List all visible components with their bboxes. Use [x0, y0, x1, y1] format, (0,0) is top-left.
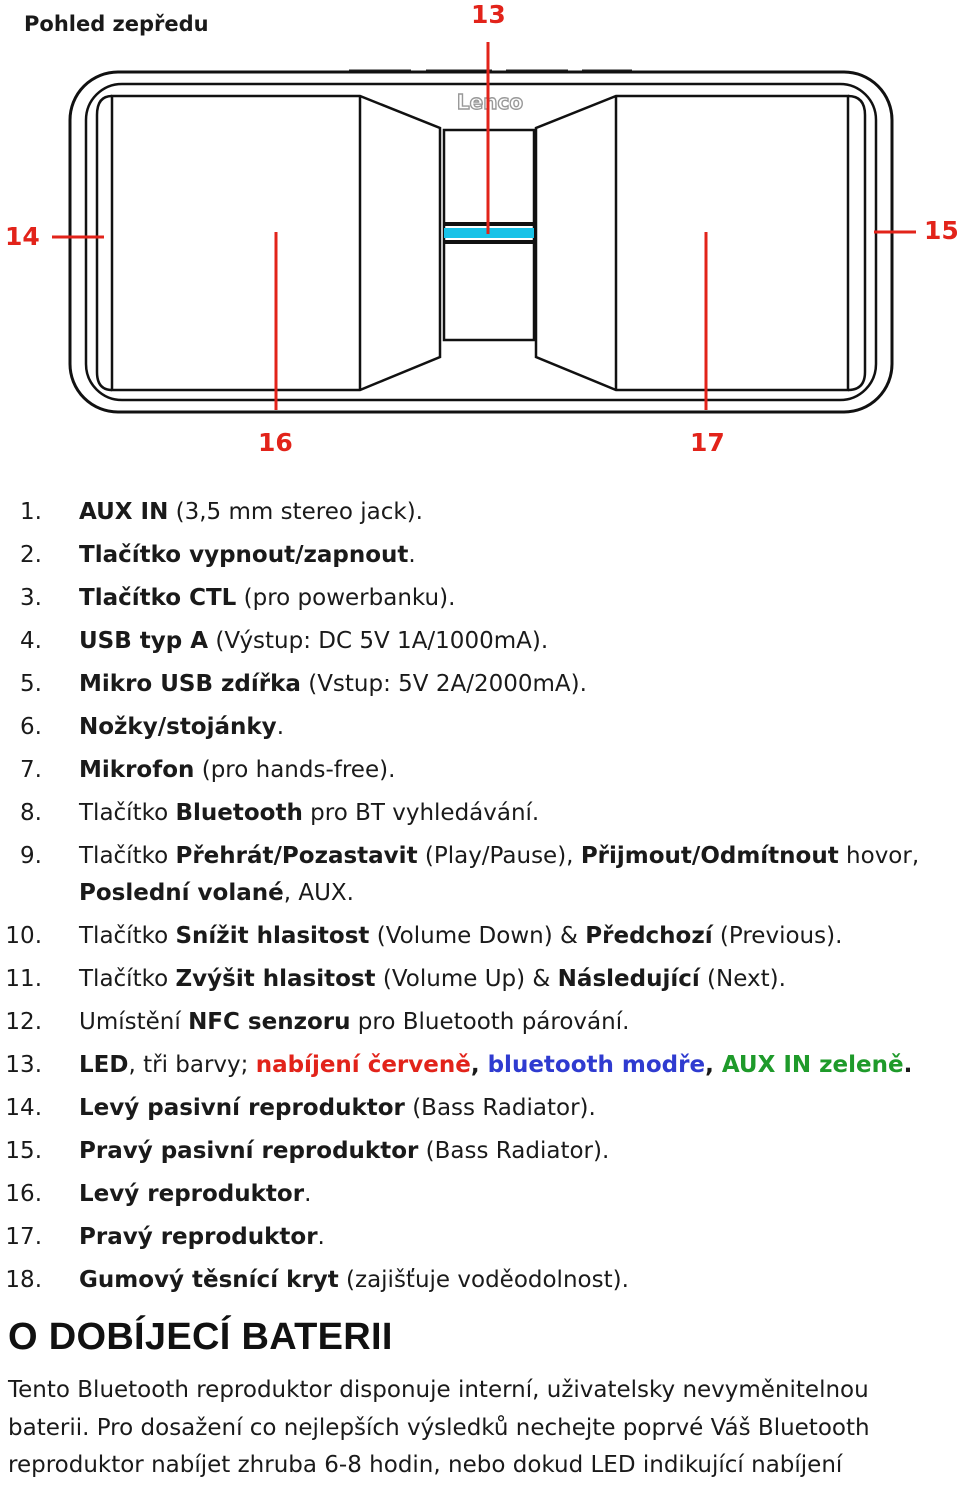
list-item-text: . — [408, 542, 416, 568]
list-item-text: pro BT vyhledávání. — [302, 800, 540, 826]
callout-15: 15 — [924, 216, 959, 245]
list-item-text: (Bass Radiator). — [404, 1095, 596, 1121]
list-item-number: 15. — [5, 1138, 42, 1164]
list-item-number: 3. — [20, 585, 42, 611]
list-item-text: LED — [79, 1052, 129, 1078]
list-item-number: 10. — [5, 923, 42, 949]
list-item — [0, 494, 960, 531]
list-item-text: USB typ A — [79, 628, 209, 654]
list-item-text: nabíjení červeně — [255, 1052, 471, 1078]
list-item-number: 2. — [20, 542, 42, 568]
list-item — [0, 623, 960, 660]
list-item-text: (Volume Down) & — [369, 923, 586, 949]
list-item-number: 9. — [20, 843, 42, 869]
list-item — [0, 795, 960, 832]
list-item — [0, 1090, 960, 1127]
list-item-text: Zvýšit hlasitost — [175, 966, 376, 992]
list-item-number: 14. — [5, 1095, 42, 1121]
list-item-text: Levý reproduktor — [79, 1181, 305, 1207]
list-item-number: 6. — [20, 714, 42, 740]
list-item-text: Tlačítko CTL — [79, 585, 237, 611]
list-item-text: . — [304, 1181, 312, 1207]
list-item — [0, 1219, 960, 1256]
list-item — [0, 666, 960, 703]
list-item-text: Nožky/stojánky — [79, 714, 277, 740]
battery-paragraph: Tento Bluetooth reproduktor disponuje interní, uživatelsky nevyměnitelnou baterii. Pro dosažení co nejlepších výsledků nechejte poprvé Váš Bluetooth reproduktor nabíjet zhruba 6-8 hodin, nebo dokud LED indikující nabíjení — [8, 1377, 870, 1478]
list-item-text: (zajišťuje voděodolnost). — [338, 1267, 629, 1293]
list-item-text: NFC senzoru — [188, 1009, 351, 1035]
brand-logo: Lenco — [456, 90, 524, 114]
list-item-text: . — [317, 1224, 325, 1250]
list-item-text: . — [903, 1052, 913, 1078]
list-item — [0, 1047, 960, 1084]
list-item-text: Snížit hlasitost — [175, 923, 370, 949]
list-item-text: AUX IN — [79, 499, 169, 525]
list-item-text: pro Bluetooth párování. — [350, 1009, 630, 1035]
list-item — [0, 580, 960, 617]
list-item-text: Tlačítko vypnout/zapnout — [79, 542, 409, 568]
list-item-number: 8. — [20, 800, 42, 826]
callout-13: 13 — [471, 0, 506, 29]
list-item-text: (Vstup: 5V 2A/2000mA). — [300, 671, 587, 697]
callout-16: 16 — [258, 428, 293, 457]
list-item — [0, 752, 960, 789]
list-item-text: Umístění — [79, 1009, 189, 1035]
list-item-text: bluetooth modře — [487, 1052, 706, 1078]
list-item-text: Mikro USB zdířka — [79, 671, 301, 697]
list-item-text: Tlačítko — [79, 800, 176, 826]
list-item — [0, 537, 960, 574]
list-item-number: 13. — [5, 1052, 42, 1078]
list-item-text: (pro powerbanku). — [236, 585, 456, 611]
list-item-text: . — [276, 714, 284, 740]
list-item-text: Přehrát/Pozastavit — [175, 843, 418, 869]
list-item-text: Pravý pasivní reproduktor — [79, 1138, 419, 1164]
section-heading: O DOBÍJECÍ BATERII — [8, 1316, 393, 1358]
list-item — [0, 1133, 960, 1170]
list-item-number: 5. — [20, 671, 42, 697]
figure-title: Pohled zepředu — [24, 12, 209, 36]
callout-14: 14 — [5, 222, 40, 251]
list-item-number: 17. — [5, 1224, 42, 1250]
front-view-figure — [0, 0, 960, 470]
list-item — [0, 918, 960, 955]
list-item-text: (3,5 mm stereo jack). — [168, 499, 423, 525]
list-item — [0, 709, 960, 746]
list-item-text: , — [470, 1052, 488, 1078]
list-item-text: AUX IN zeleně — [721, 1052, 904, 1078]
list-item-text: (Previous). — [712, 923, 843, 949]
list-item-text: Bluetooth — [175, 800, 303, 826]
list-item-text: Následující — [557, 966, 700, 992]
list-item-number: 18. — [5, 1267, 42, 1293]
list-item-text: (Volume Up) & — [375, 966, 558, 992]
callout-17: 17 — [690, 428, 725, 457]
list-item-number: 16. — [5, 1181, 42, 1207]
list-item-text: Levý pasivní reproduktor — [79, 1095, 405, 1121]
list-item-text: , tři barvy; — [128, 1052, 256, 1078]
list-item — [0, 961, 960, 998]
list-item-text: hovor, — [838, 843, 920, 869]
list-item — [0, 1004, 960, 1041]
list-item-number: 1. — [20, 499, 42, 525]
list-item-text: Poslední volané — [79, 880, 284, 906]
speaker-front-diagram — [0, 0, 960, 470]
list-item-number: 12. — [5, 1009, 42, 1035]
list-item-text: Tlačítko — [79, 966, 176, 992]
parts-list — [0, 494, 960, 1305]
list-item — [0, 1176, 960, 1213]
list-item — [0, 838, 960, 912]
list-item-text: (Výstup: DC 5V 1A/1000mA). — [208, 628, 549, 654]
list-item-text: (Bass Radiator). — [418, 1138, 610, 1164]
list-item-text: Tlačítko — [79, 843, 176, 869]
list-item-text: Předchozí — [585, 923, 713, 949]
list-item — [0, 1262, 960, 1299]
list-item-text: Přijmout/Odmítnout — [580, 843, 839, 869]
list-item-text: (Play/Pause), — [417, 843, 581, 869]
list-item-text: , — [705, 1052, 722, 1078]
list-item-number: 11. — [5, 966, 42, 992]
list-item-text: Tlačítko — [79, 923, 176, 949]
list-item-text: (pro hands-free). — [194, 757, 396, 783]
list-item-number: 7. — [20, 757, 42, 783]
list-item-text: , AUX. — [283, 880, 354, 906]
list-item-number: 4. — [20, 628, 42, 654]
list-item-text: Gumový těsnící kryt — [79, 1267, 339, 1293]
list-item-text: (Next). — [699, 966, 786, 992]
list-item-text: Pravý reproduktor — [79, 1224, 318, 1250]
list-item-text: Mikrofon — [79, 757, 195, 783]
